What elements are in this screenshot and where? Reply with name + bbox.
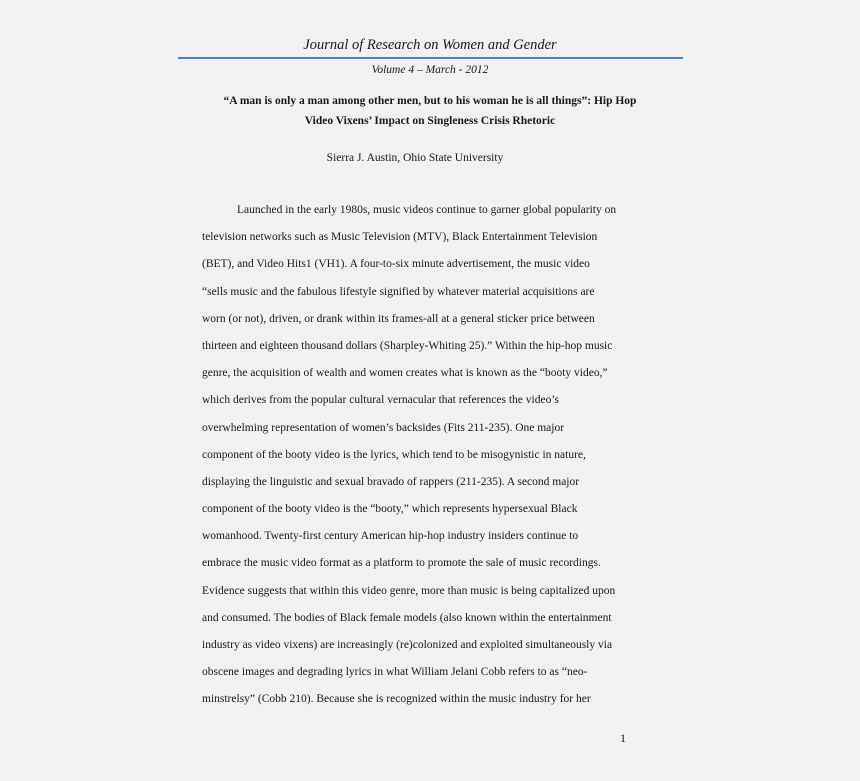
body-line: component of the booty video is the lyrics, which tend to be misogynistic in nature,	[202, 448, 586, 461]
body-line: television networks such as Music Television (MTV), Black Entertainment Television	[202, 231, 598, 244]
body-line: worn (or not), driven, or drank within its frames-all at a general sticker price between	[202, 312, 595, 325]
body-line: Evidence suggests that within this video genre, more than music is being capitalized upon	[202, 584, 616, 597]
body-line: displaying the linguistic and sexual bravado of rappers (211-235). A second major	[202, 475, 580, 488]
body-line: overwhelming representation of women’s backsides (Fits 211-235). One major	[202, 421, 565, 434]
body-line: “sells music and the fabulous lifestyle signified by whatever material acquisitions are	[202, 285, 595, 298]
body-line: which derives from the popular cultural vernacular that references the video’s	[202, 394, 559, 407]
article-title-line: Video Vixens’ Impact on Singleness Crisis Rhetoric	[304, 115, 556, 127]
article-title-line: “A man is only a man among other men, but to his woman he is all things”: Hip Hop	[223, 95, 637, 107]
body-paragraph	[202, 197, 632, 714]
body-line: obscene images and degrading lyrics in what William Jelani Cobb refers to as “neo-	[202, 666, 588, 679]
body-line: Launched in the early 1980s, music videos continue to garner global popularity on	[237, 204, 617, 216]
body-line: embrace the music video format as a platform to promote the sale of music recordings.	[202, 557, 601, 570]
article-title	[190, 91, 670, 131]
page-number: 1	[620, 731, 626, 745]
body-line: (BET), and Video Hits1 (VH1). A four-to-six minute advertisement, the music video	[202, 258, 590, 271]
body-line: womanhood. Twenty-first century American hip-hop industry insiders continue to	[202, 530, 579, 543]
header-rule	[178, 57, 683, 59]
volume-info: Volume 4 – March - 2012	[371, 64, 489, 76]
body-line: thirteen and eighteen thousand dollars (Sharpley-Whiting 25).” Within the hip-hop music	[202, 339, 613, 352]
body-line: component of the booty video is the “booty,” which represents hypersexual Black	[202, 503, 578, 516]
body-line: genre, the acquisition of wealth and women creates what is known as the “booty video,”	[202, 367, 608, 380]
journal-title: Journal of Research on Women and Gender	[303, 37, 557, 53]
body-line: minstrelsy” (Cobb 210). Because she is recognized within the music industry for her	[202, 693, 591, 706]
body-line: industry as video vixens) are increasingly (re)colonized and exploited simultaneously via	[202, 639, 613, 651]
author-line: Sierra J. Austin, Ohio State University	[326, 152, 504, 164]
body-line: and consumed. The bodies of Black female models (also known within the entertainment	[202, 611, 612, 624]
